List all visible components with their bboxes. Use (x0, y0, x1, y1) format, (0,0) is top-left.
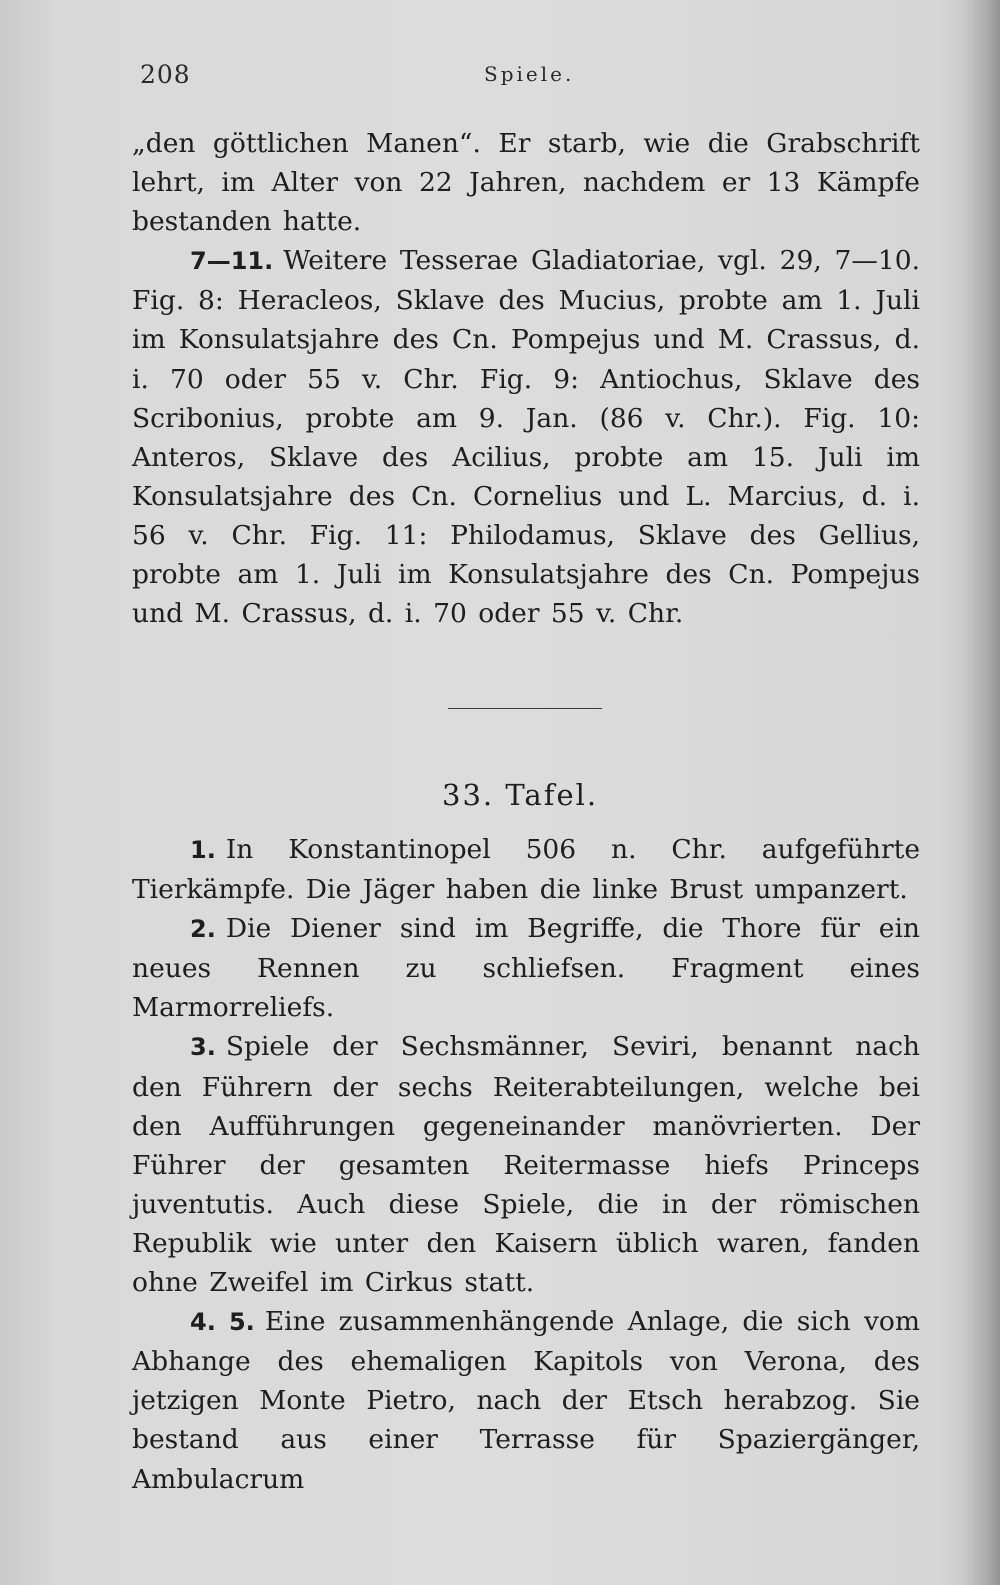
item-number: 7—11. (190, 247, 274, 276)
plate-heading: 33. Tafel. (442, 778, 599, 812)
list-item (132, 830, 920, 909)
section-divider (448, 708, 602, 709)
item-text: Spiele der Sechsmänner, Seviri, benannt nach den Führern der sechs Reiterabteilungen, welche bei den Aufführungen gegeneinander manövrierten. Der Führer der gesamten Reitermasse hiefs Princeps juventutis. Auch diese Spiele, die in der römischen Republik wie unter den Kaisern üblich waren, fanden ohne Zweifel im Cirkus statt. (132, 1031, 920, 1299)
paragraph-grabschrift: „den göttlichen Manen“. Er starb, wie die Grabschrift lehrt, im Alter von 22 Jahren, nachdem er 13 Kämpfe bestanden hatte. (132, 128, 920, 238)
running-title: Spiele. (484, 62, 575, 86)
list-item (132, 1302, 920, 1498)
paragraph-tesserae (132, 241, 920, 633)
page-number: 208 (140, 60, 191, 89)
item-number: 2. (190, 915, 216, 944)
item-text: In Konstantinopel 506 n. Chr. aufgeführte Tierkämpfe. Die Jäger haben die linke Brust umpanzert. (132, 834, 920, 906)
text-block-bottom (132, 830, 920, 1499)
item-number: 3. (190, 1033, 216, 1062)
item-text: Die Diener sind im Begriffe, die Thore für ein neues Rennen zu schliefsen. Fragment eines Marmorreliefs. (132, 913, 920, 1024)
page-edge-shadow (962, 0, 1000, 1585)
item-number: 4. 5. (190, 1308, 255, 1337)
text-block-top (132, 124, 920, 633)
list-item (132, 1027, 920, 1302)
item-number: 1. (190, 836, 216, 864)
running-head (132, 56, 917, 96)
item-text: Eine zusammenhängende Anlage, die sich vom Abhange des ehemaligen Kapitols von Verona, des jetzigen Monte Pietro, nach der Etsch herabzog. Sie bestand aus einer Terrasse für Spaziergänger, Ambulacrum (132, 1306, 920, 1495)
list-item (132, 909, 920, 1027)
paragraph-text: Weitere Tesserae Gladiatoriae, vgl. 29, 7—10. Fig. 8: Heracleos, Sklave des Mucius, probte am 1. Juli im Konsulatsjahre des Cn. Pompejus und M. Crassus, d. i. 70 oder 55 v. Chr. Fig. 9: Antiochus, Sklave des Scribonius, probte am 9. Jan. (86 v. Chr.). Fig. 10: Anteros, Sklave des Acilius, probte am 15. Juli im Konsulatsjahre des Cn. Cornelius und L. Marcius, d. i. 56 v. Chr. Fig. 11: Philodamus, Sklave des Gellius, probte am 1. Juli im Konsulatsjahre des Cn. Pompejus und M. Crassus, d. i. 70 oder 55 v. Chr. (132, 245, 920, 630)
